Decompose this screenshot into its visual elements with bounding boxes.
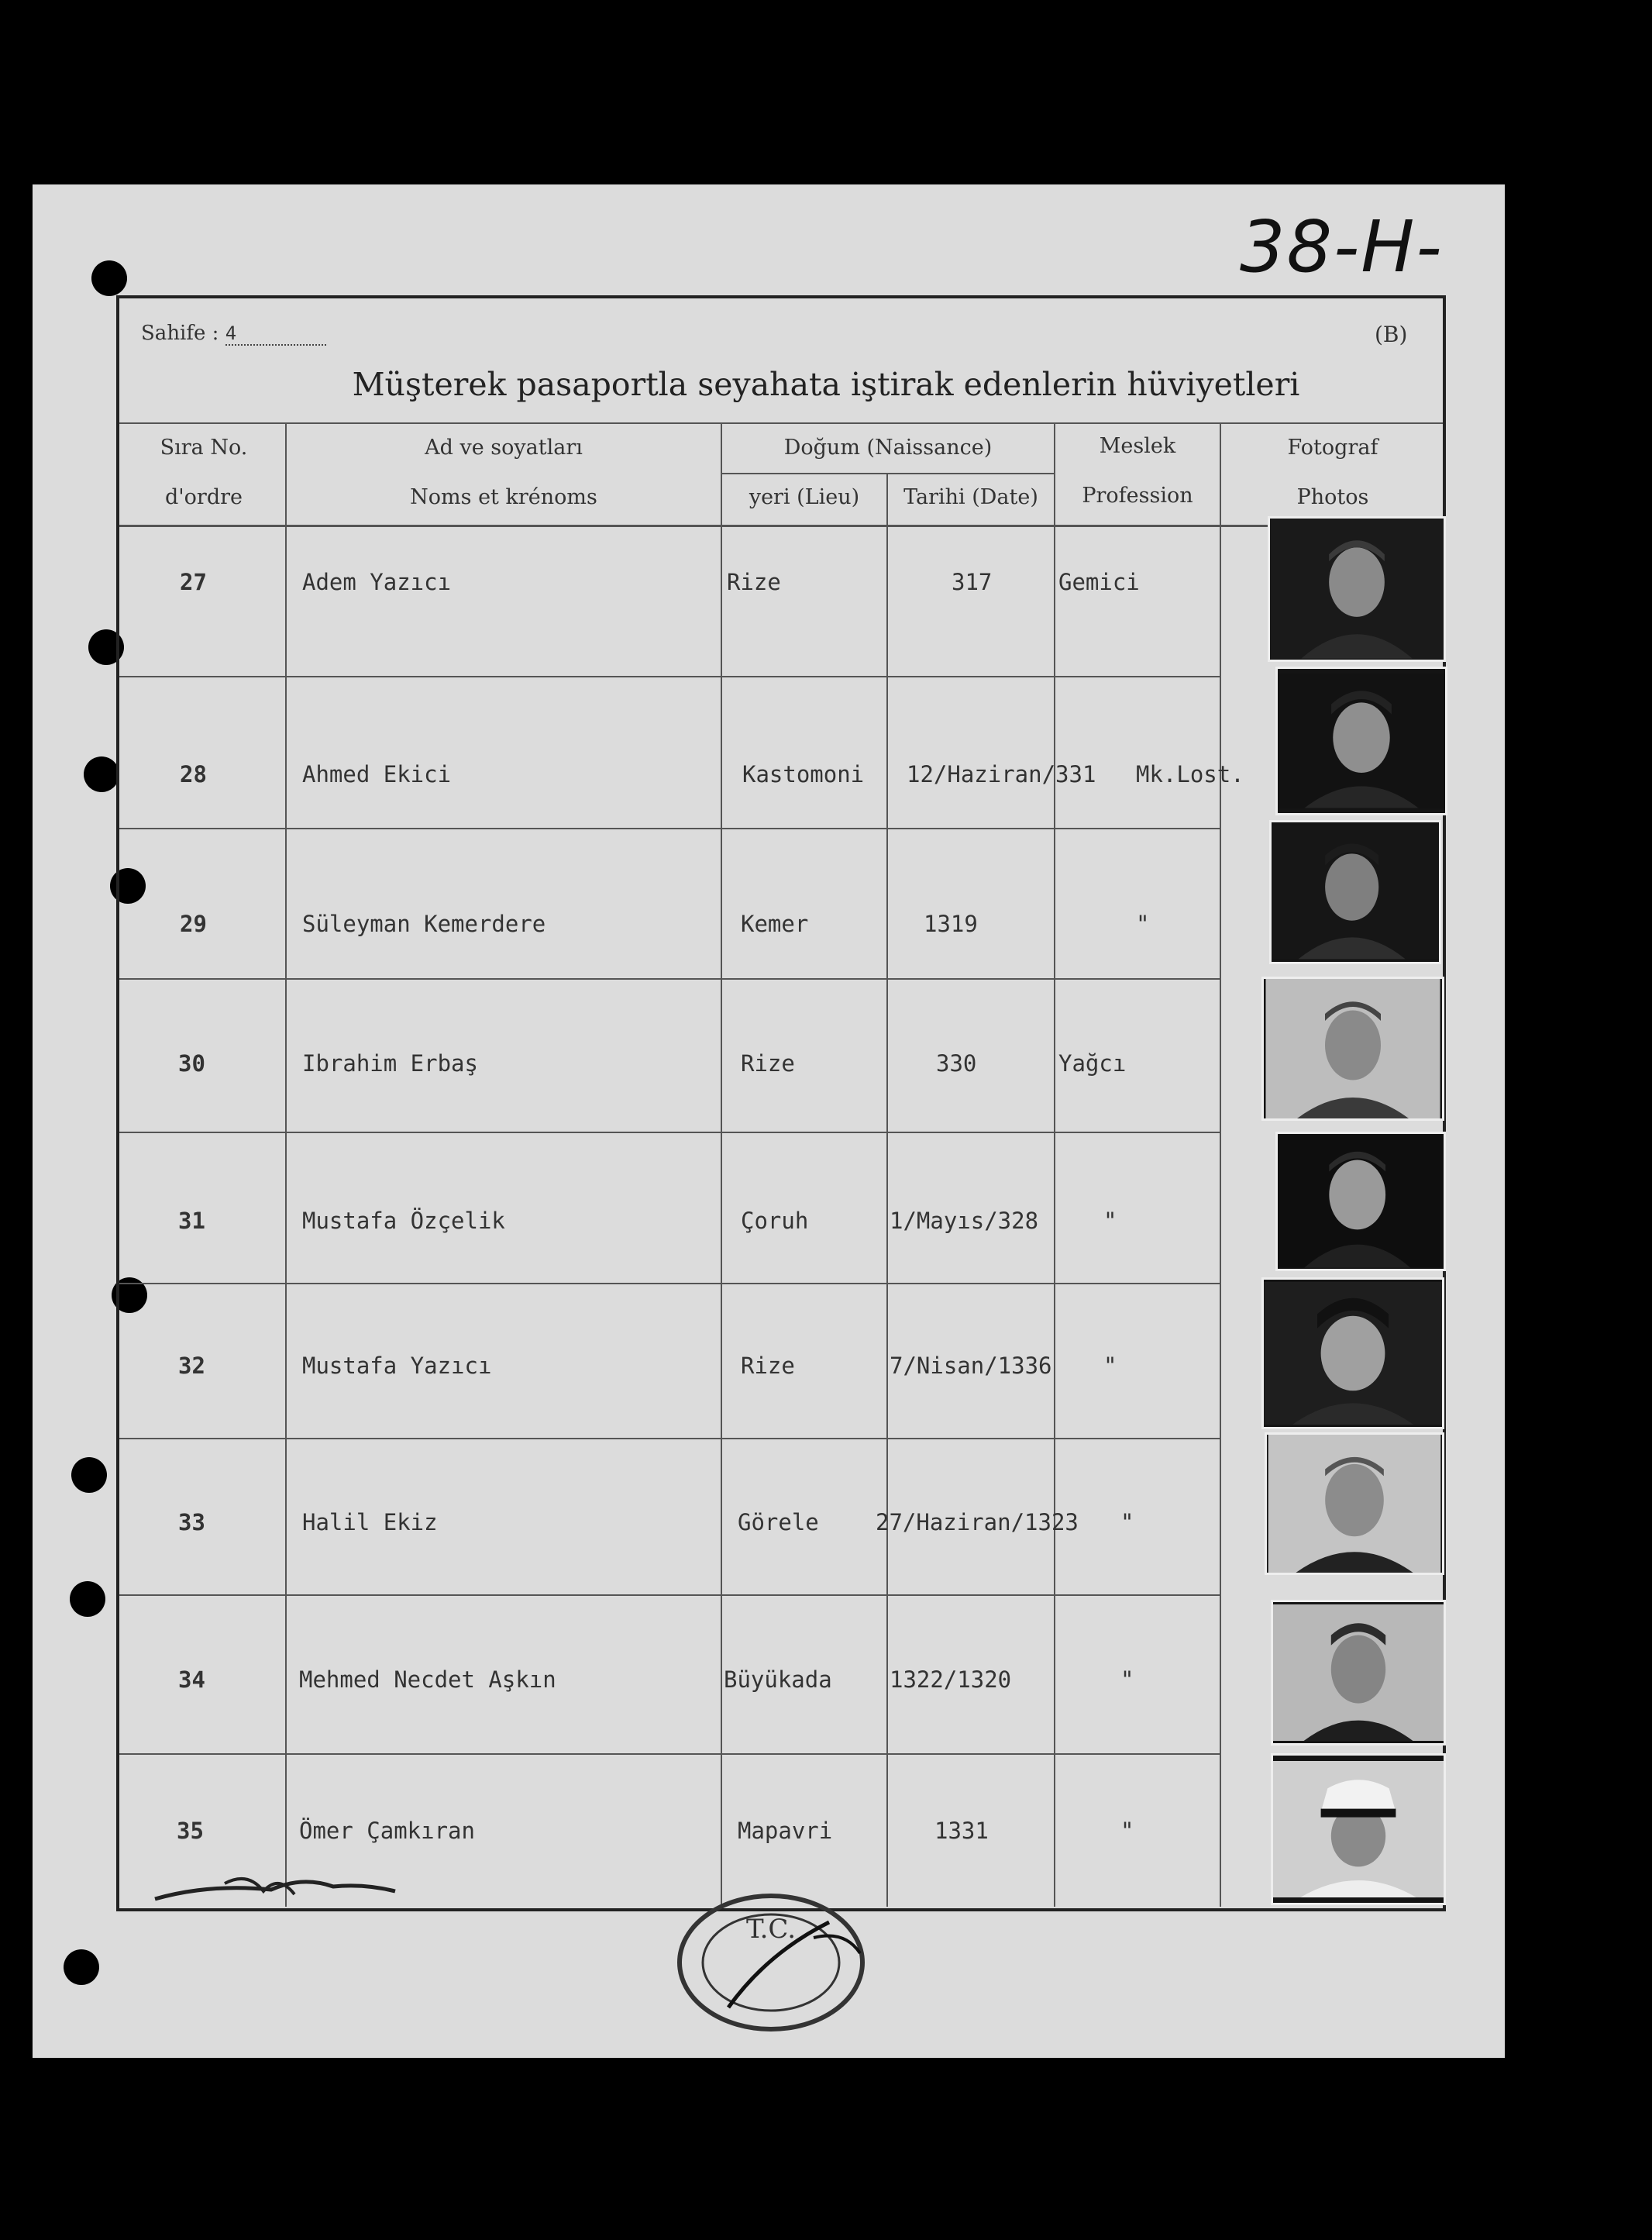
header-birth: Doğum (Naissance) [783,436,993,460]
header-photo-fr: Photos [1296,485,1369,509]
row-name: Süleyman Kemerdere [302,911,546,937]
row-profession: " [1136,911,1150,937]
row-name: Mustafa Yazıcı [302,1353,492,1379]
header-profession-fr: Profession [1082,484,1193,508]
row-separator [119,1753,1220,1755]
punch-hole [84,756,119,792]
row-name: Adem Yazıcı [302,569,452,595]
header-name: Ad ve soyatları [425,436,583,460]
row-separator [119,1283,1220,1284]
portrait-photo [1275,667,1447,815]
row-birth-date: 330 [936,1050,977,1077]
row-number: 33 [178,1509,205,1535]
header-birth-place: yeri (Lieu) [749,485,860,509]
row-number: 30 [178,1050,205,1077]
row-birth-date: 12/Haziran/331 [907,761,1096,787]
handwritten-reference: 38-H- [1240,205,1444,288]
row-separator [119,1594,1220,1596]
row-birth-date: 1/Mayıs/328 [890,1208,1039,1234]
row-birth-date: 1322/1320 [890,1666,1012,1693]
row-profession: Mk.Lost. [1136,761,1244,787]
row-birth-place: Çoruh [741,1208,809,1234]
row-number: 27 [180,569,207,595]
signature [147,1860,403,1914]
row-number: 32 [178,1353,205,1379]
row-birth-date: 27/Haziran/1323 [876,1509,1079,1535]
row-profession: Yağcı [1058,1050,1127,1077]
header-bottom-line [119,525,1443,527]
row-separator [119,1438,1220,1439]
row-separator [119,676,1220,677]
column-divider [285,422,287,1907]
header-birth-date: Tarihi (Date) [903,485,1038,509]
header-top-line [119,422,1443,424]
column-divider [886,473,888,1907]
row-profession: Gemici [1058,569,1140,595]
row-birth-date: 317 [952,569,993,595]
row-number: 31 [178,1208,205,1234]
header-name-fr: Noms et krénoms [410,485,597,509]
header-sira-fr: d'ordre [164,485,243,509]
punch-hole [91,260,127,296]
row-name: Ömer Çamkıran [299,1818,475,1844]
column-divider [721,422,722,1907]
row-birth-place: Rize [741,1353,795,1379]
row-profession: " [1120,1818,1134,1844]
row-name: Mehmed Necdet Aşkın [299,1666,556,1693]
portrait-photo [1271,1600,1446,1745]
portrait-photo [1275,1132,1446,1271]
row-profession: " [1120,1666,1134,1693]
row-number: 28 [180,761,207,787]
stamp-text: T.C. [745,1914,797,1945]
row-separator [119,1132,1220,1133]
header-profession: Meslek [1099,434,1176,458]
punch-hole [70,1581,105,1617]
header-sira: Sıra No. [160,436,248,460]
portrait-photo [1265,1432,1444,1575]
row-profession: " [1103,1208,1117,1234]
row-birth-place: Mapavri [738,1818,833,1844]
row-separator [119,978,1220,980]
punch-hole [64,1949,99,1985]
row-separator [119,828,1220,829]
form-mark: (B) [1375,322,1408,347]
column-divider [1220,422,1221,1907]
page-number-field [141,322,326,346]
page-number: 4 [225,322,326,346]
portrait-photo [1269,820,1441,964]
row-name: Mustafa Özçelik [302,1208,505,1234]
portrait-photo [1261,1277,1444,1429]
row-name: Halil Ekiz [302,1509,438,1535]
row-profession: " [1103,1353,1117,1379]
row-birth-date: 1331 [934,1818,989,1844]
row-birth-place: Rize [741,1050,795,1077]
row-name: Ahmed Ekici [302,761,452,787]
row-number: 29 [180,911,207,937]
row-name: Ibrahim Erbaş [302,1050,478,1077]
row-number: 35 [177,1818,204,1844]
column-divider [1054,422,1055,1907]
row-birth-date: 7/Nisan/1336 [890,1353,1052,1379]
row-birth-place: Kastomoni [742,761,865,787]
punch-hole [71,1457,107,1493]
official-stamp [674,1891,868,2035]
row-birth-date: 1319 [924,911,978,937]
row-birth-place: Kemer [741,911,809,937]
page-title: Müşterek pasaportla seyahata iştirak edenlerin hüviyetleri [352,366,1300,403]
portrait-photo [1261,977,1444,1121]
row-number: 34 [178,1666,205,1693]
row-profession: " [1120,1509,1134,1535]
header-photo: Fotograf [1287,436,1378,460]
portrait-photo [1268,516,1446,662]
row-birth-place: Büyükada [724,1666,832,1693]
page-label: Sahife : [141,322,219,345]
row-birth-place: Rize [727,569,781,595]
portrait-photo [1271,1753,1446,1905]
row-birth-place: Görele [738,1509,819,1535]
